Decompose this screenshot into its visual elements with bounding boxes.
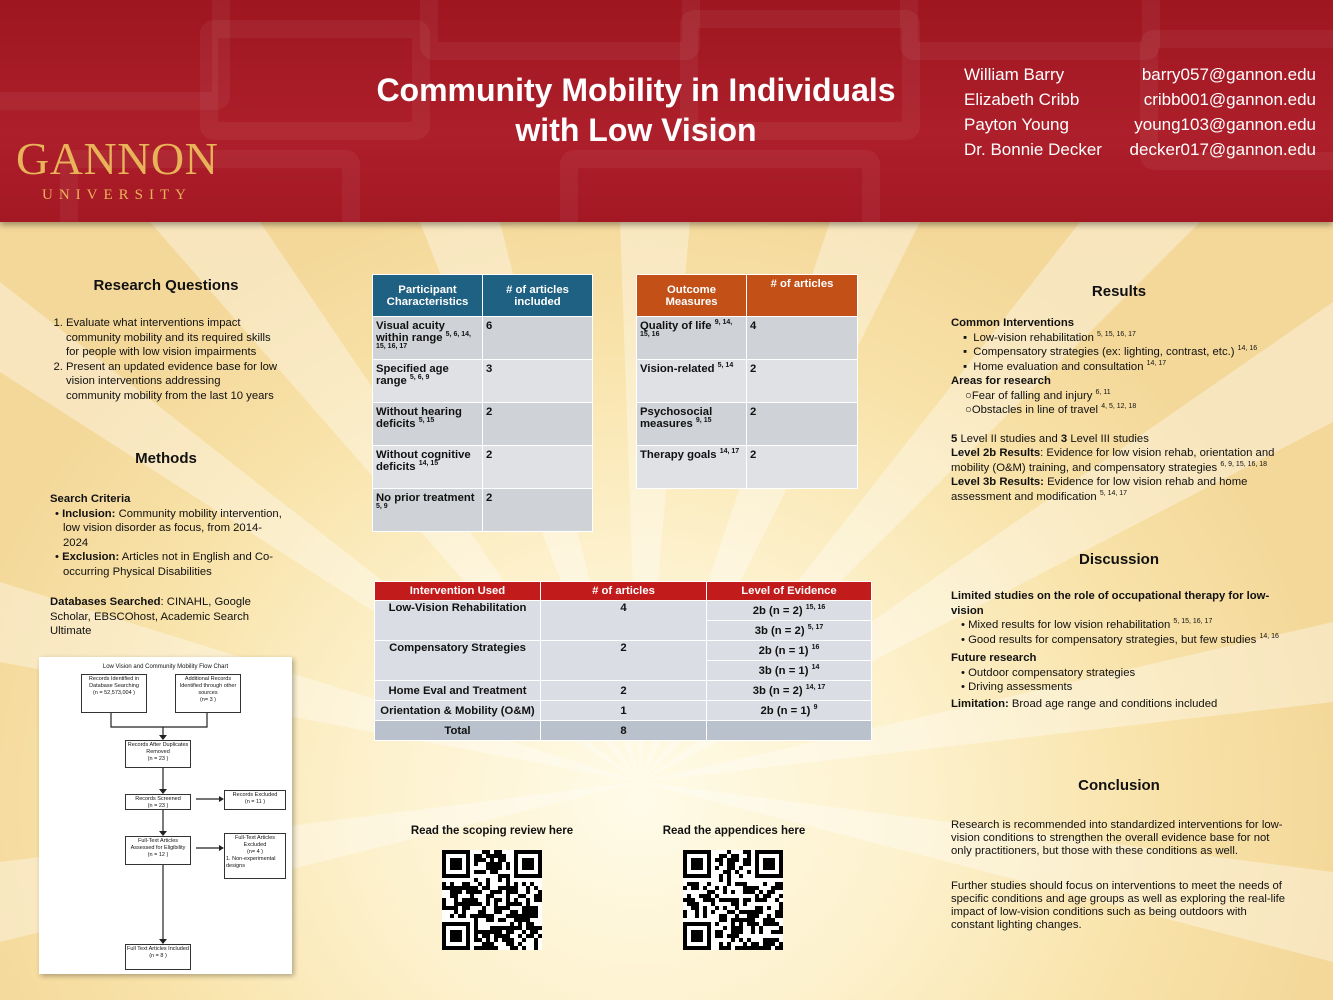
table-row: Compensatory Strategies 2 2b (n = 1) $^{16}$ (375, 641, 872, 661)
table-row: No prior treatment $^{5, 9}$ 2 (373, 489, 593, 532)
author-row: Payton Young young103@gannon.edu (964, 115, 1316, 134)
flowchart-title: Low Vision and Community Mobility Flow Chart (102, 664, 229, 670)
table-row: Quality of life $^{9, 14, 15, 16}$ 4 (637, 317, 858, 360)
author-row: Dr. Bonnie Decker decker017@gannon.edu (964, 140, 1316, 159)
participant-table: Participant Characteristics # of articles included Visual acuity within range $^{5, 6, 14, 15, 16, 17}$ 6 Specified age range $^{5, 6, 9}$ 3 Without hearing deficits $^{5, 15}$ 2 Without cognitive deficits $^{14, 15}$ 2 No prior treatment $^{5, 9}$ 2 (372, 274, 593, 532)
flow-box-fulltext: Full-Text Articles Assessed for Eligibility (n = 12 ) (125, 836, 191, 865)
flow-box-excluded: Records Excluded (n = 11 ) (224, 790, 286, 810)
table-row: Without hearing deficits $^{5, 15}$ 2 (373, 403, 593, 446)
table-row: Visual acuity within range $^{5, 6, 14, 15, 16, 17}$ 6 (373, 317, 593, 360)
discussion-heading: Discussion (1078, 551, 1160, 568)
table-row: Therapy goals $^{14, 17}$ 2 (637, 446, 858, 489)
flowchart-arrows (39, 657, 292, 974)
research-questions-heading: Research Questions (93, 277, 239, 294)
conclusion-heading: Conclusion (1078, 777, 1160, 794)
flow-box-additional: Additional Records Identified through other sources (n= 3 ) (175, 674, 241, 713)
flow-box-after-duplicates: Records After Duplicates Removed (n = 23 ) (125, 740, 191, 768)
qr-appendix-label: Read the appendices here (662, 825, 806, 837)
flow-box-ft-excluded: Full-Text Articles Excluded (n= 4 ) 1. Non-experimental designs (224, 833, 286, 879)
gannon-logo: GANNON (16, 133, 219, 184)
table-row-total: Total 8 (375, 721, 872, 741)
table-row: Specified age range $^{5, 6, 9}$ 3 (373, 360, 593, 403)
poster-title: Community Mobility in Individuals with Low Vision (376, 72, 896, 148)
table-row: Home Eval and Treatment 2 3b (n = 2) $^{14, 17}$ (375, 681, 872, 701)
results-body: Common Interventions ▪ Low-vision rehabilitation $^{5, 15, 16, 17}$ ▪ Compensatory strategies (ex: lighting, contrast, etc.) $^{14, 16}$ ▪ Home evaluation and consultation $^{14, 17}$ Areas for research ○Fear of falling and injury $^{6, 11}$ ○Obstacles in line of travel $^{4, 5, 12, 18}$ 5 Level II studies and 3 Level III studies Level 2b Results: Evidence for low vision rehab, orientation and mobility (O&M) training, and compensatory strategies $^{6, 9, 15, 16, 18}$ Level 3b Results: Evidence for low vision rehab and home assessment and modification $^{5, 14, 17}$ (951, 317, 1275, 503)
conclusion-p1: Research is recommended into standardized interventions for low-vision conditions to strengthen the overall evidence base for not only practitioners, but those with these conditions as well. (951, 819, 1283, 857)
qr-review-label: Read the scoping review here (410, 825, 574, 837)
discussion-body: Limited studies on the role of occupational therapy for low-vision • Mixed results for low vision rehabilitation $^{5, 15, 16, 17}$ • Good results for compensatory strategies, but few studies $^{14, 16}$ Future research • Outdoor compensatory strategies • Driving assessments Limitation: Broad age range and conditions included (951, 590, 1279, 710)
qr-code-appendix[interactable] (683, 850, 783, 950)
table-row: Vision-related $^{5, 14}$ 2 (637, 360, 858, 403)
list-item: 1. Evaluate what interventions impact community mobility and its required skills for people with low vision impairments (66, 316, 278, 360)
table-row: Psychosocial measures $^{9, 15}$ 2 (637, 403, 858, 446)
intervention-table: Intervention Used # of articles Level of Evidence Low-Vision Rehabilitation 4 2b (n = 2) $^{15, 16}$ 3b (n = 2) $^{5, 17}$ Compensatory Strategies 2 2b (n = 1) $^{16}$ 3b (n = 1) $^{14}$ Home Eval and Treatment 2 3b (n = 2) $^{14, 17}$ Orientation & Mobility (O&M) 1 2b (n = 1) $^9$ Total 8 (374, 581, 872, 741)
qr-code-review[interactable] (442, 850, 542, 950)
poster-header (0, 0, 1333, 222)
author-list (964, 62, 1316, 162)
author-row: William Barry barry057@gannon.edu (964, 65, 1316, 84)
list-item: 2. Present an updated evidence base for low vision interventions addressing community mobility from the last 10 years (66, 360, 278, 404)
results-heading: Results (1091, 283, 1147, 300)
table-row: Without cognitive deficits $^{14, 15}$ 2 (373, 446, 593, 489)
research-questions-list (50, 316, 278, 403)
table-row: 3b (n = 1) $^{14}$ (375, 661, 872, 681)
conclusion-p2: Further studies should focus on interventions to meet the needs of specific conditions and age groups as well as exploring the real-life impact of low-vision conditions such as being outdoors with constant lighting changes. (951, 880, 1286, 931)
gannon-logo-sub: UNIVERSITY (42, 187, 192, 203)
methods-heading: Methods (135, 450, 197, 467)
table-row: Low-Vision Rehabilitation 4 2b (n = 2) $^{15, 16}$ (375, 601, 872, 621)
flow-box-screened: Records Screened (n = 23 ) (125, 794, 191, 810)
flow-box-included: Full Text Articles Included (n = 8 ) (125, 944, 191, 970)
prisma-flowchart (39, 657, 292, 974)
methods-body: Search Criteria • Inclusion: Community mobility intervention, low vision disorder as focus, from 2014-2024 • Exclusion: Articles not in English and Co-occurring Physical Disabilities Databases Searched: CINAHL, Google Scholar, EBSCOhost, Academic Search Ultimate (50, 493, 282, 637)
table-row: 3b (n = 2) $^{5, 17}$ (375, 621, 872, 641)
table-row: Orientation & Mobility (O&M) 1 2b (n = 1) $^9$ (375, 701, 872, 721)
flow-box-identified: Records Identified in Database Searching (n = 52,573,004 ) (81, 674, 147, 713)
outcome-table: Outcome Measures # of articles Quality of life $^{9, 14, 15, 16}$ 4 Vision-related $^{5, 14}$ 2 Psychosocial measures $^{9, 15}$ 2 Therapy goals $^{14, 17}$ 2 (636, 274, 858, 489)
author-row: Elizabeth Cribb cribb001@gannon.edu (964, 90, 1316, 109)
